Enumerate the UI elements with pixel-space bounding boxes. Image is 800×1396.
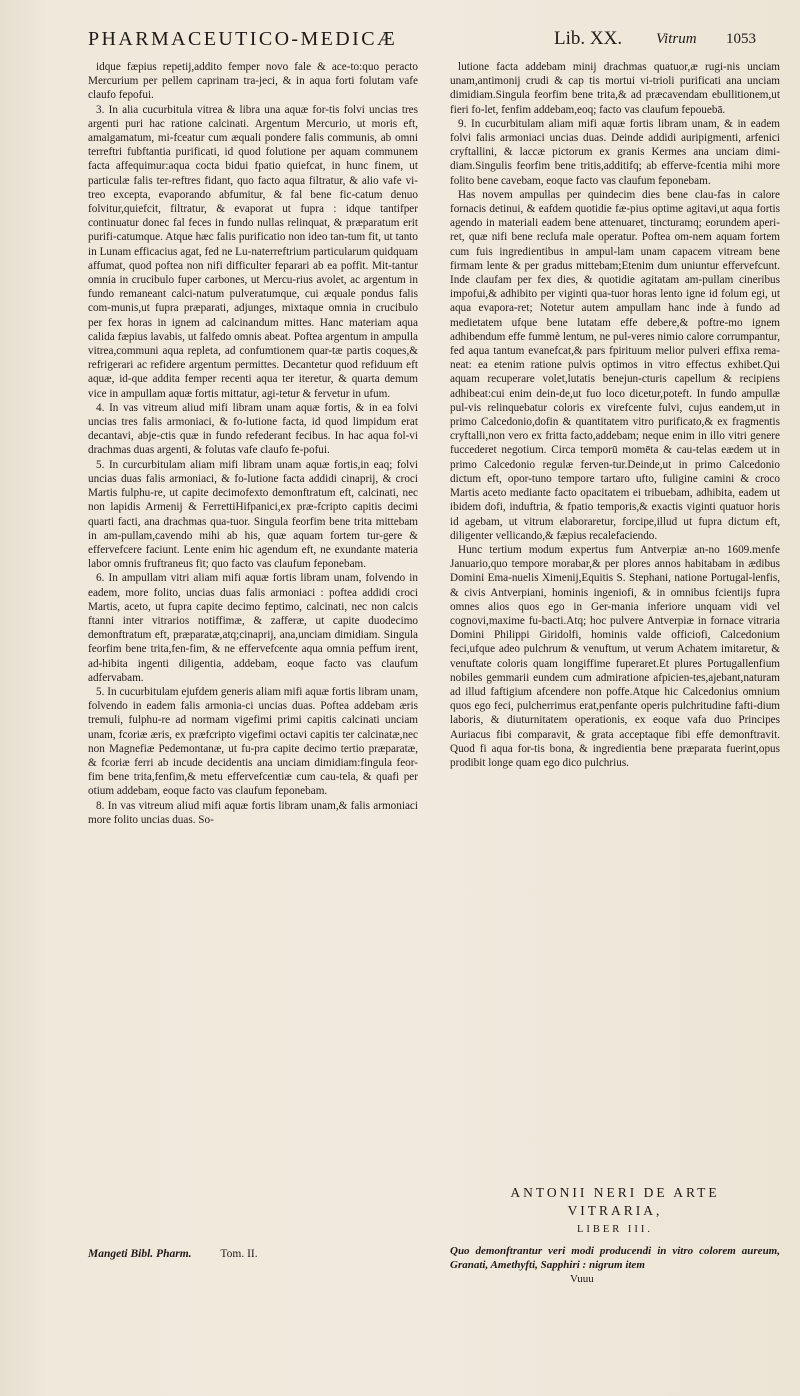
paragraph: 4. In vas vitreum aliud mifi libram unam aquæ fortis, & in ea folvi uncias tres falis armoniaci, & fo-lutione facta, id quod limpidum erat decantavi, abje-ctis quæ in fundo refederant fecibus. In hac aqua fol-vi drachmas duas argenti, & folutas vafe claufo fe-pofui. [88,401,418,457]
chapter-heading-block [450,1244,780,1286]
paragraph: idque fæpius repetij,addito femper novo fale & ace-to:quo peracto Mercurium per pellem caprinam tra-jeci, & in aqua forti folutam vafe claufo fepofui. [88,61,418,102]
paragraph: lutione facta addebam minij drachmas quatuor,æ rugi-nis unciam unam,antimonij crudi & cap tis mortui vi-trioli purificati ana unciam dimidiam.Singula feorfim bene trita,& ad præcavendam ebullitionem,ut fieri fo-let, fenfim addebam,eoq; facto vas claufum fepouebā. [450,61,780,116]
footer-editor: Mangeti Bibl. Pharm. [88,1248,192,1260]
running-title: PHARMACEUTICO-MEDICÆ [88,28,398,50]
paragraph: 6. In ampullam vitri aliam mifi aquæ fortis libram unam, folvendo in eadem, more folito, uncias duas falis armoniaci : poftea addidi croci Martis, aceto, ut fupra capite decimo feptimo, calcinati, nec non calcis ftanni inter vitrarios notiffimæ, & zafferæ, ut capite duodecimo demonftratum eft, præparatæ,atq;cinaprij, ana,unciam dimidiam. Singula feorfim bene trita,fen-fim, & ne effervefcente aqua omnia peffum irent, ad-hibita ingenti diligentia, addebam, eoque facto vas claufum adfervabam. [88,572,418,684]
book-title-block [450,1184,780,1235]
section-name: Vitrum [656,31,697,47]
footer-volume: Tom. II. [220,1248,258,1260]
right-column [450,60,780,770]
liber-heading: LIBER III. [576,1224,654,1235]
paragraph: 3. In alia cucurbitula vitrea & libra una aquæ for-tis folvi uncias tres argenti puri hac ratione calcinati. Argentum Mercurio, ut moris eft, amalgamatum, mi-fceatur cum æquali pondere falis communis, ab omni terreftri fubftantia purificati, id quod folutione per aquam communem facta affequimur:aqua cocta bidui fpatio quiefcat, in hunc finem, ut particulæ falis ter-reftres fidant, quo facto aqua filtratur, & alio vafe vi-treo excepta, evaporando abfumitur, & fal bene fic-catum denuo folvitur,quiefcit, filtratur, & evaporat ut fupra : idque tantifper continuatur donec fal feces in fundo nullas relinquat, & præparatum erit purifi-catumque. Atque hæc falis purificatio non ideo tan-tum fit, ut tanto in Lunam efficacius agat, fed ne Lu-naterreftrium particularum quidquam affumat, quod poftea non nifi difficulter feparari ab ea poffit. Mit-tantur omnia in crucibulo fuper carbones, ut Mercu-rius avolet, ac argentum in fundo remaneant calci-natum pulveratumque, cui æquale pondus falis com-munis,ut fupra præparati, adjunges, mixtaque omnia in crucibulo per fex horas in ignem ad calcinandum mittes. Hanc materiam aqua calida fæpius lavabis, ut falfedo omnis abeat. Poftea argentum in ampulla vitrea,communi aqua repleta, ad confumtionem quar-tæ partis coques,& refrigerari ac refidere argentum permittes. Decantetur quod refiduum eft aquæ, id-que addita femper recenti aqua ter iteretur, & quarta demum vice in ampullam aquæ fortis mittatur, agi-tetur & fervetur in ufum. [88,103,418,400]
page-number: 1053 [726,31,756,47]
chapter-heading: Quo demonftrantur veri modi producendi in vitro colorem aureum, Granati, Amethyfti, Sapphiri : nigrum item [450,1245,780,1271]
left-column [88,60,418,827]
paragraph: Hunc tertium modum expertus fum Antverpiæ an-no 1609.menfe Januario,quo tempore morabar,& per plores annos habitabam in ædibus Domini Ema-nuelis Ximenij,Equitis S. Stephani, natione Portugal-lenfis, & civis Antverpiani, hominis ingeniofi, & in omnibus fcientijs fupra omnes alios quos ego in Ger-mania inferiore unquam vidi vel cognovi,maxime fu-bacti.Atq; hoc pulvere Antverpiæ in fornace vitraria Domini Philippi Giridolfi, hominis valde officiofi, Calcedonium feci,ufque adeo pulchrum & venuftum, ut verum Achatem imitaretur, & venuftate coloris quam longiffime fuperaret.Et plures Portugallenfium nobiles gemmarii eundem cum admiratione afpicien-tes,ajebant,naturam ad illud faftigium afcendere non poffe.Atque hic Calcedonius omnium quos ego feci, pulcherrimus erat,penfante operis pulchritudine fafti-dium laboris, & diuturnitatem operationis, ex eoque vafa duo Principes Auriacus fibi comparavit, & grata acceptaque fibi effe demonftravit. Quod fi aqua for-tis bona, & ingredientia bene præparata fuerint,opus prodibit longe quam ego dico pulchrius. [450,543,780,769]
paragraph: Has novem ampullas per quindecim dies bene clau-fas in calore fornacis detinui, & eafdem quotidie fæ-pius optime agitavi,ut aqua fortis agendo in materiali eadem bene attenuaret, tincturamq; eorundem aperi-ret, quæ nifi bene reclufa male operatur. Poftea om-nem aquam fortem cum fuis ingredientibus in ampul-lam unam capacem vitream bene firmam lente & per gradus mittebam;Etenim dum uniuntur effervefcunt. Inde claufam per fex dies, & quotidie agitatam am-pullam cineribus impofui,& adhibito per viginti qua-tuor horas lento igne id folum egi, ut aqua evapora-ret; Notetur autem ampullam hanc inde à fundo ad medietatem ufque bene lutatam effe debere,& poftre-mo ignem adhibendum effe fummè lentum, ne pul-veres nimio calore corrumpantur, fed aqua tantum evanefcat,& pars fpirituum melior pulveri effixa rema-neat: ea etenim ratione pulvis optimos in vitro effectus exhibet.Qui aquam recuperare volet,lutatis benejun-cturis capellum & recipiens adhibeat:cui enim dein-de,ut fuo loco dicetur,poteft. In fundo ampullæ pul-vis relinquebatur coloris ex virefcente fulvi, cujus eandem,ut in primo Calcedonio,dofin & quantitatem vitro purificato,& ex fragmentis cryftalli,non vero ex fritta facto,addebam; neque enim in illo vitri genere fuccederet negotium. Circa temporū momēta & cau-telas eædem ut in primo Calcedonio regulæ ferven-tur.Deinde,ut in primo Calcedonio dictum eft, opor-tuno tempore tartaro ufto, fuligine camini & croco Martis aceto mediante facto opacitatem ei tribuebam, adhibita, eadem ut ibidem dofi, induftria, & fpatio temporis,& exactis viginti quatuor horis id agebam, ut vitrum elaboraretur, forcipe,illud ut fupra dictum eft, diligenter vellicando,& fæpius recalefaciendo. [450,188,780,542]
paragraph: 5. In cucurbitulam ejufdem generis aliam mifi aquæ fortis libram unam, folvendo in eadem falis armonia-ci uncias duas. Poftea addebam æris tremuli, fulphu-re ad normam vigefimi primi capitis calcinati unciam unam, fcoriæ æris, ex præfcripto vigefimi octavi capitis ter calcinatæ,nec non Magnefiæ Pedemontanæ, ut fu-pra capite decimo tertio præparatæ, & fcoriæ ferri ab incude decidentis ana unciam dimidiam:fingula feor-fim bene trita,fenfim,& metu effervefcentiæ cum cau-tela, & quafi per otium addebam, eoque facto vas claufum feponebam. [88,685,418,798]
running-header [88,28,778,58]
book-title: ANTONII NERI DE ARTE [510,1185,720,1200]
book-subtitle: VITRARIA, [567,1203,663,1218]
paragraph: 8. In vas vitreum aliud mifi aquæ fortis libram unam,& falis armoniaci more folito uncias duas. So- [88,799,418,826]
signature-mark: Vuuu [570,1273,594,1285]
paragraph: 9. In cucurbitulam aliam mifi aquæ fortis libram unam, & in eadem folvi falis armoniaci uncias duas. Deinde addidi auripigmenti, arfenici cryftallini, & laccæ pictorum ex granis Kermes ana unciam dimi-diam.Singulis feorfim bene tritis,additifq; ab efferve-fcentia mihi more folito bene cavebam, eoque facto vas claufum feponebam. [450,117,780,187]
footer [88,1248,418,1260]
book-number: Lib. XX. [554,28,623,49]
paragraph: 5. In curcurbitulam aliam mifi libram unam aquæ fortis,in eaq; folvi uncias duas falis armoniaci, & fo-lutione facta addidi cinaprij, & croci Martis fulphu-re, ut capite decimofexto demonftratum eft, calcinati, nec non lapidis Armenij & FerrettiHifpanici,ex præ-fcripto capitis decimi quarti facti, ana drachmas qua-tuor. Singula feorfim bene trita mittebam in am-pullam,cavendo mihi ab his, quæ aquam fortem tur-gere & effervefcere faciunt. Lente enim hic agendum eft, ne exundante materia labor omnis fruftraneus fit; quo facto vas claufum feponebam. [88,458,418,571]
